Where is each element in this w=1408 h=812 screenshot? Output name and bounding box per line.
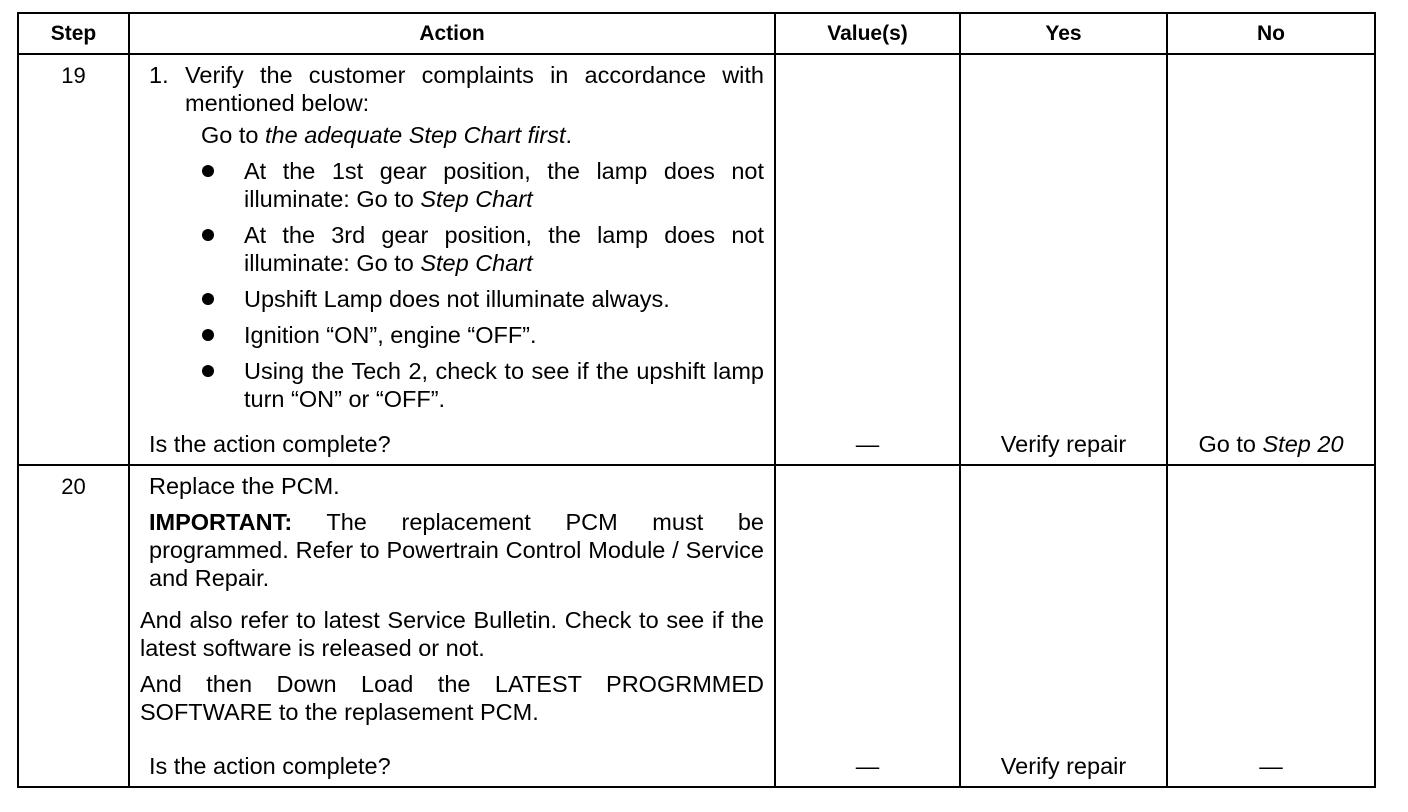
action-question: Is the action complete? [149, 431, 391, 457]
yes-cell [960, 465, 1167, 787]
yes-text: Verify repair [1000, 753, 1127, 779]
list-item [149, 285, 764, 313]
value-cell [775, 465, 960, 787]
no-cell [1167, 54, 1375, 465]
list-item [149, 357, 764, 413]
bullet-icon [149, 321, 244, 349]
item-text: Verify the customer complaints in accordance with mentioned below: [185, 62, 764, 116]
bullet-icon [149, 157, 244, 213]
header-step: Step [18, 13, 129, 54]
no-dash: — [1259, 753, 1283, 779]
bullet-text: At the 1st gear position, the lamp does not illuminate: Go to [244, 158, 764, 212]
yes-cell [960, 54, 1167, 465]
bullet-italic: Step Chart [420, 186, 533, 212]
table-row-step-20 [18, 465, 1375, 787]
service-bulletin-note: And also refer to latest Service Bulletin. Check to see if the latest software is released or not. [140, 607, 764, 661]
header-action: Action [129, 13, 775, 54]
header-values: Value(s) [775, 13, 960, 54]
bullet-icon [149, 221, 244, 277]
goto-prefix: Go to [201, 122, 266, 148]
header-row [18, 13, 1375, 54]
no-text [1168, 431, 1374, 458]
no-cell [1167, 465, 1375, 787]
bullet-text: Using the Tech 2, check to see if the upshift lamp turn “ON” or “OFF”. [244, 358, 764, 412]
bullet-icon [149, 285, 244, 313]
no-prefix: Go to [1198, 431, 1263, 457]
important-label: IMPORTANT: [149, 509, 293, 535]
yes-text: Verify repair [1000, 431, 1127, 457]
goto-instruction [149, 121, 764, 149]
step-number: 20 [18, 465, 129, 787]
important-text: The replacement PCM must be programmed. Refer to Powertrain Control Module / Service and Repair. [149, 509, 764, 591]
download-note: And then Down Load the LATEST PROGRMMED SOFTWARE to the replasement PCM. [140, 671, 764, 725]
list-item [149, 321, 764, 349]
numbered-item [149, 61, 764, 117]
action-cell [129, 54, 775, 465]
bullet-text: Ignition “ON”, engine “OFF”. [244, 322, 537, 348]
bullet-list [149, 157, 764, 413]
value-cell [775, 54, 960, 465]
list-item [149, 221, 764, 277]
replace-instruction: Replace the PCM. [149, 473, 340, 499]
bullet-italic: Step Chart [420, 250, 533, 276]
action-question: Is the action complete? [149, 753, 391, 779]
no-step-link: Step 20 [1262, 431, 1344, 457]
value-dash: — [855, 753, 880, 779]
step-number: 19 [18, 54, 129, 465]
action-cell [129, 465, 775, 787]
header-yes: Yes [960, 13, 1167, 54]
diagnostic-table [17, 12, 1376, 788]
value-dash: — [855, 431, 880, 457]
important-note [149, 508, 764, 592]
header-no: No [1167, 13, 1375, 54]
item-number: 1. [149, 62, 169, 88]
bullet-icon [149, 357, 244, 413]
list-item [149, 157, 764, 213]
bullet-text: At the 3rd gear position, the lamp does not illuminate: Go to [244, 222, 764, 276]
goto-suffix: . [565, 122, 573, 148]
table-row-step-19 [18, 54, 1375, 465]
bullet-text: Upshift Lamp does not illuminate always. [244, 286, 670, 312]
goto-link-text: the adequate Step Chart first [265, 122, 566, 148]
